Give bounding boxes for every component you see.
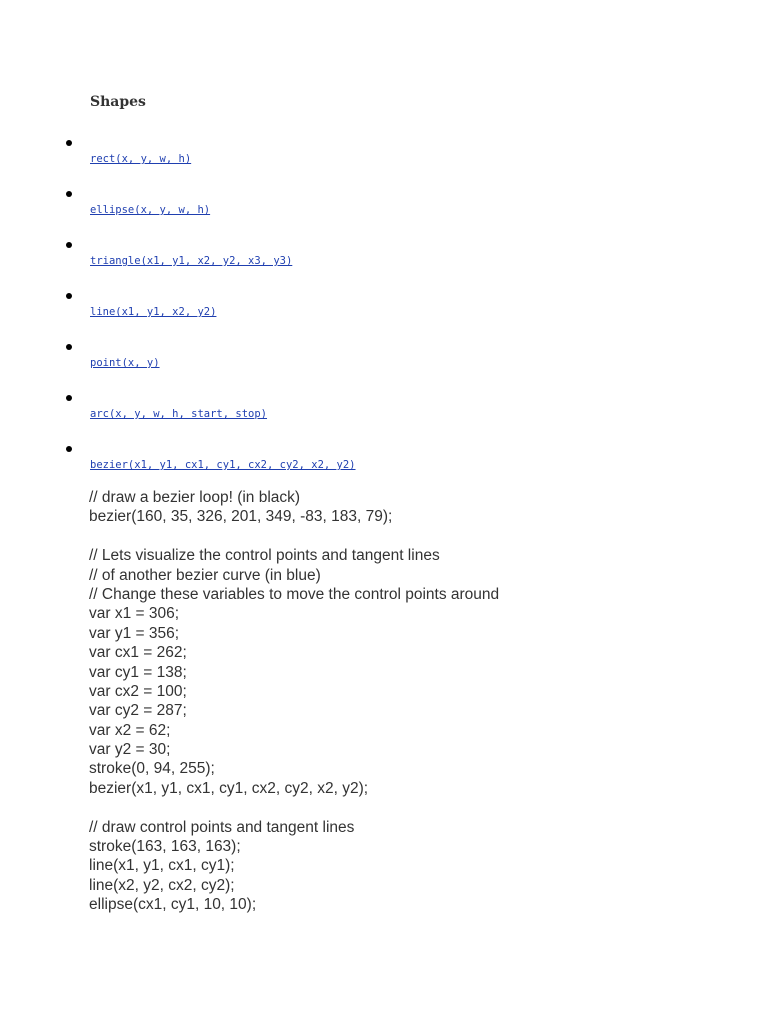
code-line: var x1 = 306; [89, 605, 180, 623]
list-item [0, 242, 500, 282]
bullet-icon [66, 140, 72, 146]
code-line: var x2 = 62; [89, 721, 171, 739]
triangle-function-link[interactable]: triangle(x1, y1, x2, y2, x3, y3) [90, 255, 293, 267]
bullet-icon [66, 293, 72, 299]
code-line: var cy2 = 287; [89, 702, 187, 720]
bullet-icon [66, 242, 72, 248]
list-item [0, 344, 500, 384]
code-line [89, 798, 499, 817]
code-line: var y1 = 356; [89, 624, 180, 642]
code-line: stroke(163, 163, 163); [89, 838, 241, 856]
rect-function-link[interactable]: rect(x, y, w, h) [90, 153, 192, 165]
code-line: var cx2 = 100; [89, 682, 187, 700]
section-heading: Shapes [90, 94, 146, 110]
code-line: // of another bezier curve (in blue) [89, 566, 321, 584]
list-item [0, 446, 500, 486]
code-line: var y2 = 30; [89, 741, 171, 759]
list-item [0, 191, 500, 231]
code-line: bezier(160, 35, 326, 201, 349, -83, 183, 79); [89, 508, 393, 526]
arc-function-link[interactable]: arc(x, y, w, h, start, stop) [90, 408, 268, 420]
line-function-link[interactable]: line(x1, y1, x2, y2) [90, 306, 217, 318]
code-line [89, 527, 499, 546]
code-line: // draw a bezier loop! (in black) [89, 489, 301, 506]
bezier-function-link[interactable]: bezier(x1, y1, cx1, cy1, cx2, cy2, x2, y2) [90, 459, 356, 471]
code-line: var cy1 = 138; [89, 663, 187, 681]
code-line: line(x1, y1, cx1, cy1); [89, 857, 235, 875]
code-line: bezier(x1, y1, cx1, cy1, cx2, cy2, x2, y2); [89, 779, 369, 797]
code-line: ellipse(cx1, cy1, 10, 10); [89, 896, 257, 914]
list-item [0, 395, 500, 435]
list-item [0, 140, 500, 180]
code-line: // Lets visualize the control points and tangent lines [89, 547, 440, 565]
bullet-icon [66, 191, 72, 197]
code-line: // draw control points and tangent lines [89, 818, 355, 836]
bullet-icon [66, 395, 72, 401]
code-line: var cx1 = 262; [89, 644, 187, 662]
bullet-icon [66, 344, 72, 350]
list-item [0, 293, 500, 333]
ellipse-function-link[interactable]: ellipse(x, y, w, h) [90, 204, 211, 216]
code-line: line(x2, y2, cx2, cy2); [89, 876, 235, 894]
code-line: stroke(0, 94, 255); [89, 760, 215, 778]
bullet-icon [66, 446, 72, 452]
point-function-link[interactable]: point(x, y) [90, 357, 160, 369]
code-line: // Change these variables to move the control points around [89, 585, 500, 603]
code-example [89, 488, 499, 915]
